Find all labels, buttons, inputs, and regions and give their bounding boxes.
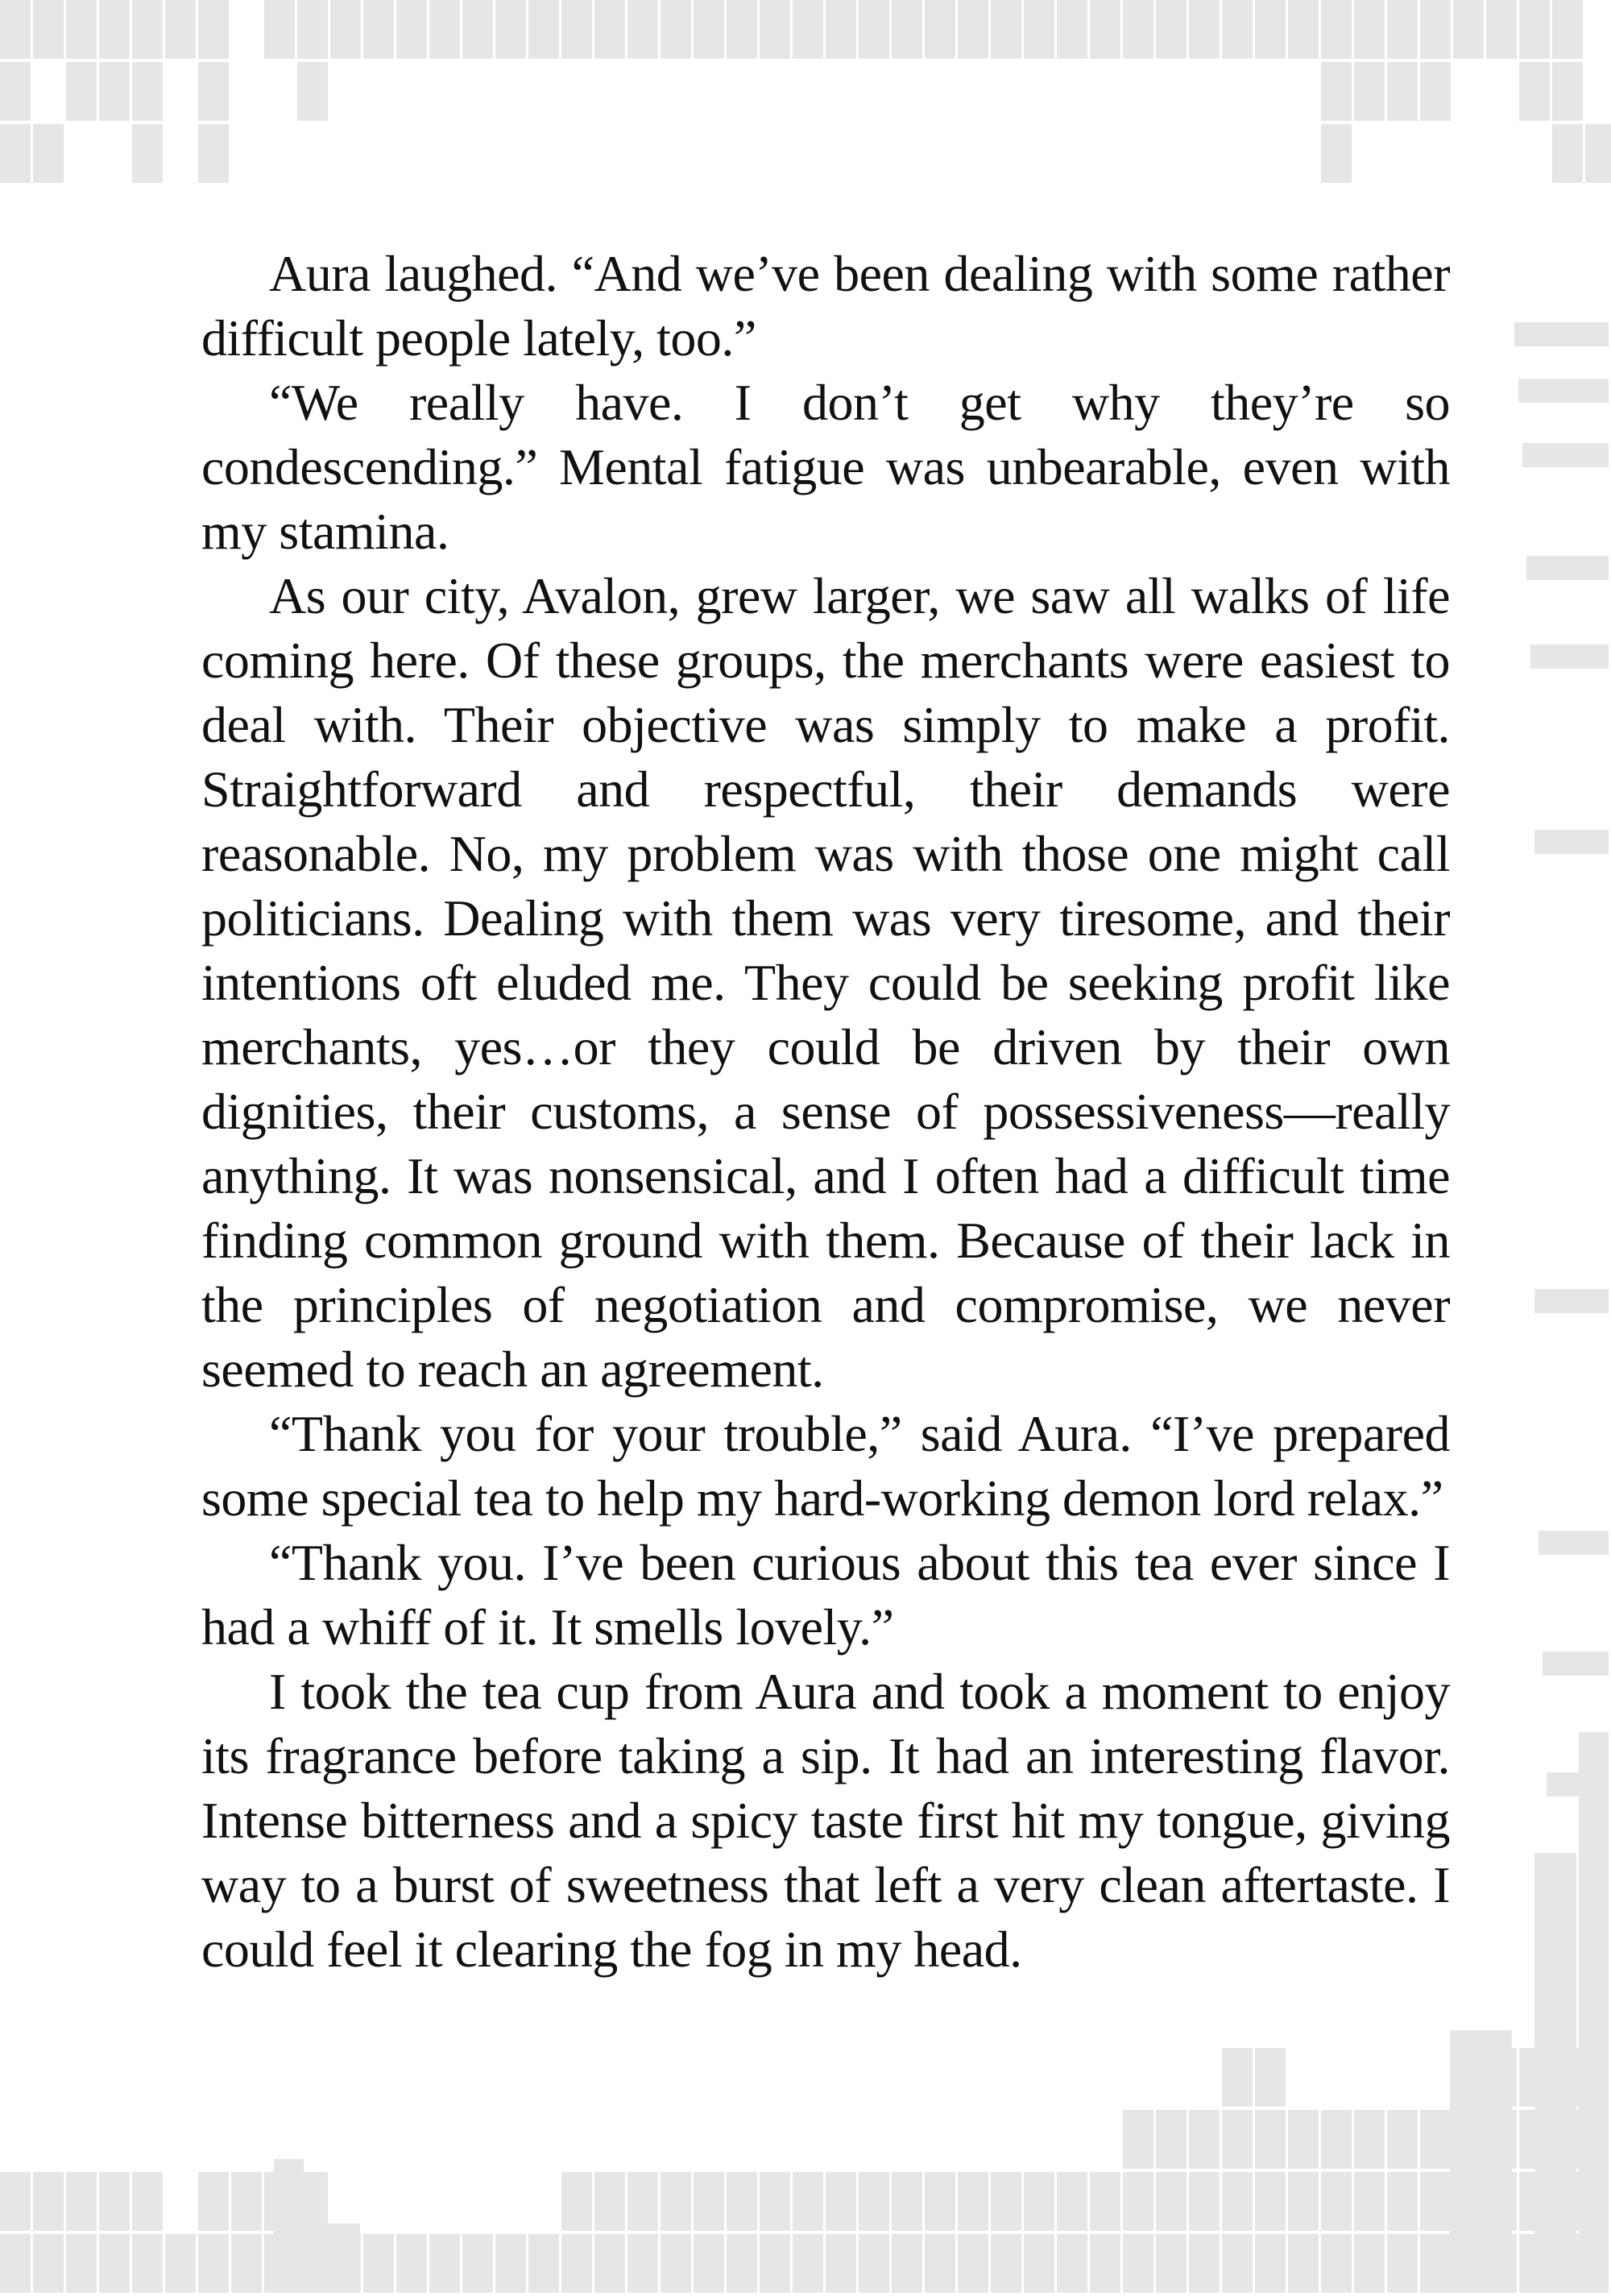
border-tile <box>0 0 31 59</box>
border-tile <box>991 2172 1021 2231</box>
border-tile <box>33 2234 64 2293</box>
border-tile <box>727 2234 757 2293</box>
border-tile <box>925 0 955 59</box>
border-tile <box>396 0 427 59</box>
border-tile <box>1057 0 1087 59</box>
border-tile <box>1522 443 1609 467</box>
border-tile <box>1420 2234 1451 2293</box>
border-tile <box>694 2172 724 2231</box>
border-tile <box>1534 1853 1576 2293</box>
border-tile <box>1514 322 1609 346</box>
border-tile <box>760 0 790 59</box>
border-tile <box>462 2234 493 2293</box>
border-tile <box>495 0 526 59</box>
border-tile <box>165 0 196 59</box>
border-tile <box>1354 2234 1385 2293</box>
border-tile <box>33 0 64 59</box>
border-tile <box>99 2172 130 2231</box>
border-tile <box>661 0 691 59</box>
border-tile <box>363 2234 394 2293</box>
border-tile <box>1024 2172 1054 2231</box>
border-tile <box>1450 2030 1512 2293</box>
border-tile <box>231 2234 262 2293</box>
border-tile <box>1552 0 1583 59</box>
border-tile <box>1420 0 1451 59</box>
paragraph: “We really have. I don’t get why they’re so condescending.” Mental fatigue was unbearable, even with my stamina. <box>201 374 1450 560</box>
border-tile <box>264 0 295 59</box>
border-tile <box>1321 62 1352 121</box>
border-tile <box>495 2234 526 2293</box>
border-tile <box>1222 0 1253 59</box>
border-tile <box>1222 2172 1253 2231</box>
border-tile <box>132 62 163 121</box>
border-tile <box>1453 0 1484 59</box>
border-tile <box>66 2172 97 2231</box>
border-tile <box>1543 1652 1609 1676</box>
border-tile <box>1518 379 1609 403</box>
border-tile <box>1123 2172 1153 2231</box>
border-tile <box>1255 0 1286 59</box>
border-tile <box>528 2234 559 2293</box>
border-tile <box>1288 2172 1319 2231</box>
border-tile <box>727 0 757 59</box>
border-tile <box>1526 556 1609 580</box>
border-tile <box>1321 124 1352 183</box>
border-tile <box>462 0 493 59</box>
border-tile <box>298 2223 360 2293</box>
border-tile <box>1288 2234 1319 2293</box>
border-tile <box>330 0 361 59</box>
border-tile <box>1222 2110 1253 2169</box>
border-tile <box>1189 0 1220 59</box>
border-tile <box>33 124 64 183</box>
border-tile <box>594 0 625 59</box>
paragraph: Aura laughed. “And we’ve been dealing with some rather difficult people lately, too.” <box>201 245 1450 367</box>
paragraph: “Thank you for your trouble,” said Aura. “I’ve prepared some special tea to help my hard-working demon lord relax.” <box>201 1405 1450 1527</box>
border-tile <box>1519 0 1550 59</box>
border-tile <box>1090 0 1120 59</box>
border-tile <box>1486 0 1517 59</box>
border-tile <box>826 0 856 59</box>
border-tile <box>1222 2234 1253 2293</box>
border-tile <box>892 0 922 59</box>
border-tile <box>1255 2048 1286 2107</box>
border-tile <box>0 2172 31 2231</box>
border-tile <box>1189 2172 1220 2231</box>
border-tile <box>297 0 328 59</box>
border-tile <box>1255 2234 1286 2293</box>
border-tile <box>363 0 394 59</box>
border-tile <box>594 2234 625 2293</box>
border-tile <box>561 2172 592 2231</box>
border-tile <box>1288 0 1319 59</box>
border-tile <box>958 2172 988 2231</box>
border-tile <box>826 2172 856 2231</box>
border-tile <box>396 2234 427 2293</box>
border-tile <box>1354 0 1385 59</box>
border-tile <box>1420 2172 1451 2231</box>
border-tile <box>1579 1732 1609 2293</box>
border-tile <box>793 2234 823 2293</box>
border-tile <box>694 2234 724 2293</box>
border-tile <box>727 2172 757 2231</box>
border-tile <box>925 2234 955 2293</box>
border-tile <box>793 0 823 59</box>
border-tile <box>1321 2172 1352 2231</box>
border-tile <box>1585 124 1611 183</box>
border-tile <box>165 2234 196 2293</box>
border-tile <box>1321 0 1352 59</box>
border-tile <box>958 2234 988 2293</box>
border-tile <box>99 2234 130 2293</box>
border-tile <box>1420 2110 1451 2169</box>
border-tile <box>859 2234 889 2293</box>
paragraph: “Thank you. I’ve been curious about this tea ever since I had a whiff of it. It smells lovely.” <box>201 1534 1450 1656</box>
border-tile <box>1552 62 1583 121</box>
border-tile <box>561 0 592 59</box>
border-tile <box>1354 2110 1385 2169</box>
border-tile <box>429 2234 460 2293</box>
border-tile <box>892 2234 922 2293</box>
border-tile <box>1024 0 1054 59</box>
border-tile <box>1387 2110 1418 2169</box>
border-tile <box>198 0 229 59</box>
border-tile <box>760 2172 790 2231</box>
border-tile <box>1123 0 1153 59</box>
paragraph: As our city, Avalon, grew larger, we saw all walks of life coming here. Of these groups, the merchants were easiest to deal with. Their objective was simply to make a profit. Straightforward and respectful, their demands were reasonable. No, my problem was with those one might call politicians. Dealing with them was very tiresome, and their intentions oft eluded me. They could be seeking profit like merchants, yes…or they could be driven by their own dignities, their customs, a sense of possessiveness—really anything. It was nonsensical, and I often had a difficult time finding common ground with them. Because of their lack in the principles of negotiation and compromise, we never seemed to reach an agreement. <box>201 567 1450 1398</box>
border-tile <box>132 124 163 183</box>
border-tile <box>627 0 658 59</box>
border-tile <box>991 2234 1021 2293</box>
border-tile <box>826 2234 856 2293</box>
border-tile <box>1255 2172 1286 2231</box>
border-tile <box>1387 2172 1418 2231</box>
border-tile <box>1057 2172 1087 2231</box>
border-tile <box>1189 2110 1220 2169</box>
border-tile <box>661 2234 691 2293</box>
page-body-text <box>201 242 1450 1982</box>
border-tile <box>627 2234 658 2293</box>
border-tile <box>528 0 559 59</box>
border-tile <box>1156 2172 1187 2231</box>
border-tile <box>760 2234 790 2293</box>
border-tile <box>1024 2234 1054 2293</box>
border-tile <box>1288 2110 1319 2169</box>
border-tile <box>859 2172 889 2231</box>
border-tile <box>132 2234 163 2293</box>
border-tile <box>859 0 889 59</box>
border-tile <box>1354 62 1385 121</box>
border-tile <box>231 2172 262 2231</box>
border-tile <box>1534 1289 1609 1313</box>
border-tile <box>33 2172 64 2231</box>
border-tile <box>198 2172 229 2231</box>
border-tile <box>1057 2234 1087 2293</box>
border-tile <box>1530 644 1609 669</box>
border-tile <box>1387 62 1418 121</box>
border-tile <box>925 2172 955 2231</box>
border-tile <box>1539 1531 1609 1555</box>
border-tile <box>0 2234 31 2293</box>
border-tile <box>1534 830 1609 854</box>
border-tile <box>66 2234 97 2293</box>
border-tile <box>1156 2234 1187 2293</box>
border-tile <box>198 2234 229 2293</box>
border-tile <box>66 62 97 121</box>
border-tile <box>132 0 163 59</box>
border-tile <box>1321 2110 1352 2169</box>
border-tile <box>99 62 130 121</box>
border-tile <box>793 2172 823 2231</box>
border-tile <box>132 2172 163 2231</box>
border-tile <box>66 0 97 59</box>
border-tile <box>198 62 229 121</box>
border-tile <box>297 62 328 121</box>
border-tile <box>99 0 130 59</box>
border-tile <box>1123 2110 1153 2169</box>
border-tile <box>892 2172 922 2231</box>
border-tile <box>1420 62 1451 121</box>
border-tile <box>1552 124 1583 183</box>
border-tile <box>661 2172 691 2231</box>
border-tile <box>1387 0 1418 59</box>
border-tile <box>694 0 724 59</box>
border-tile <box>198 124 229 183</box>
border-tile <box>1354 2172 1385 2231</box>
border-tile <box>594 2172 625 2231</box>
border-tile <box>627 2172 658 2231</box>
border-tile <box>1090 2172 1120 2231</box>
border-tile <box>0 62 31 121</box>
border-tile <box>1387 2234 1418 2293</box>
paragraph: I took the tea cup from Aura and took a moment to enjoy its fragrance before taking a sip. It had an interesting flavor. Intense bitterness and a spicy taste first hit my tongue, giving way to a burst of sweetness that left a very clean aftertaste. I could feel it clearing the fog in my head. <box>201 1663 1450 1978</box>
border-tile <box>1321 2234 1352 2293</box>
border-tile <box>1123 2234 1153 2293</box>
border-tile <box>1090 2234 1120 2293</box>
border-tile <box>1189 2234 1220 2293</box>
border-tile <box>958 0 988 59</box>
border-tile <box>561 2234 592 2293</box>
border-tile <box>1156 0 1187 59</box>
border-tile <box>1222 2048 1253 2107</box>
border-tile <box>1156 2110 1187 2169</box>
border-tile <box>1519 62 1550 121</box>
border-tile <box>429 0 460 59</box>
border-tile <box>991 0 1021 59</box>
border-tile <box>0 124 31 183</box>
border-tile <box>1255 2110 1286 2169</box>
